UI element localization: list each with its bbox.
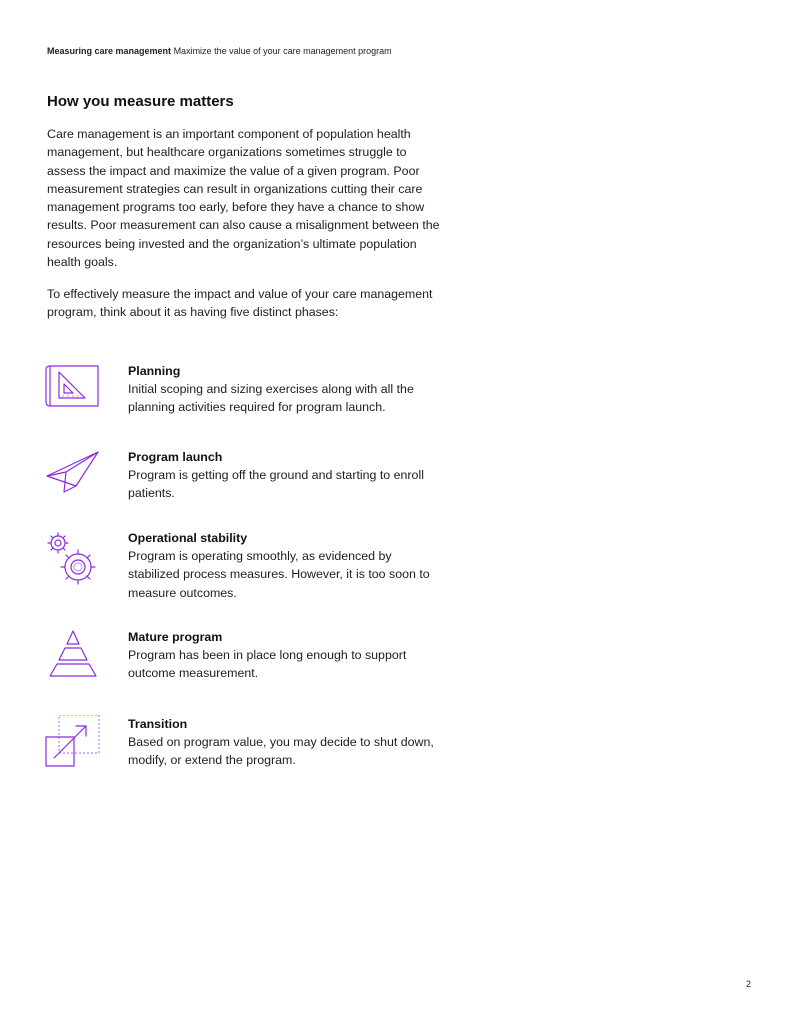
phase-description: Based on program value, you may decide to shut down, modify, or extend the program.: [128, 735, 434, 768]
paper-plane-icon: [44, 448, 102, 506]
phase-title: Planning: [128, 364, 181, 378]
gears-icon: [44, 529, 102, 587]
intro-paragraph: Care management is an important component of population health management, but healthcare organizations sometimes struggle to assess the impact and maximize the value of a given program. Poor measurement strategies can result in organizations cutting their care management programs too early, before they have a chance to show results. Poor measurement can also cause a misalignment between the resources being invested and the organization’s ultimate population health goals.: [47, 127, 440, 270]
running-header: [47, 46, 392, 56]
scale-up-icon: [44, 715, 102, 773]
blueprint-triangle-icon: [44, 362, 102, 420]
section-title: Measuring care management: [47, 46, 172, 56]
phase-description: Initial scoping and sizing exercises along with all the planning activities required for program launch.: [128, 382, 414, 415]
phase-title: Mature program: [128, 630, 223, 644]
phase-title: Program launch: [128, 450, 223, 464]
phase-description: Program is getting off the ground and starting to enroll patients.: [128, 468, 424, 501]
phase-title: Transition: [128, 717, 188, 731]
section-subtitle: Maximize the value of your care management program: [173, 46, 392, 56]
phase-description: Program is operating smoothly, as evidenced by stabilized process measures. However, it is too soon to measure outcomes.: [128, 549, 430, 600]
page-heading: How you measure matters: [47, 93, 234, 110]
page-number: 2: [746, 979, 752, 989]
phases-intro-paragraph: To effectively measure the impact and value of your care management program, think about it as having five distinct phases:: [47, 287, 433, 320]
pyramid-icon: [44, 628, 102, 686]
phase-description: Program has been in place long enough to support outcome measurement.: [128, 648, 407, 681]
phase-title: Operational stability: [128, 531, 248, 545]
